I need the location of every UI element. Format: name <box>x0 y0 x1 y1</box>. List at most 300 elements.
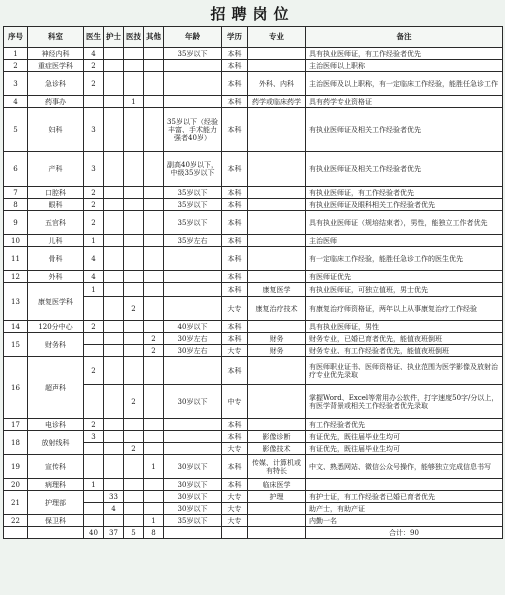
table-cell <box>248 187 306 199</box>
table-row <box>4 108 503 152</box>
totals-row <box>4 527 503 539</box>
table-cell: 2 <box>84 357 104 385</box>
table-cell <box>104 345 124 357</box>
header-row <box>4 27 503 48</box>
table-cell: 1 <box>84 479 104 491</box>
table-cell: 2 <box>84 321 104 333</box>
table-cell <box>84 385 104 419</box>
table-cell: 具有执业医师证，有工作经验者优先 <box>306 48 503 60</box>
serial-cell: 5 <box>4 108 28 152</box>
table-cell <box>144 479 164 491</box>
table-cell <box>144 503 164 515</box>
table-cell <box>84 443 104 455</box>
table-cell: 2 <box>84 187 104 199</box>
table-cell: 2 <box>124 385 144 419</box>
table-cell: 40岁以下 <box>164 321 222 333</box>
table-cell: 37 <box>104 527 124 539</box>
table-cell: 大专 <box>222 345 248 357</box>
serial-cell: 15 <box>4 333 28 357</box>
table-cell: 重症医学科 <box>28 60 84 72</box>
header-cell: 序号 <box>4 27 28 48</box>
table-cell: 2 <box>144 333 164 345</box>
page-title: 招聘岗位 <box>210 5 295 23</box>
table-cell <box>144 419 164 431</box>
table-cell <box>84 503 104 515</box>
table-cell <box>104 479 124 491</box>
table-cell: 财务专业、有工作经验者优先，能值夜班倒班 <box>306 345 503 357</box>
table-row <box>4 491 503 503</box>
table-row <box>4 455 503 479</box>
table-row <box>4 199 503 211</box>
table-cell: 具有药学专业资格证 <box>306 96 503 108</box>
table-cell: 有护士证，有工作经验者已婚已育者优先 <box>306 491 503 503</box>
table-cell <box>144 199 164 211</box>
table-cell: 30岁左右 <box>164 345 222 357</box>
table-row <box>4 211 503 235</box>
table-cell <box>164 431 222 443</box>
table-cell: 本科 <box>222 431 248 443</box>
table-cell <box>164 283 222 297</box>
table-row <box>4 60 503 72</box>
serial-cell: 20 <box>4 479 28 491</box>
table-cell: 骨科 <box>28 247 84 271</box>
table-cell: 35岁以下 <box>164 211 222 235</box>
table-cell: 35岁以下 <box>164 515 222 527</box>
table-cell <box>164 72 222 96</box>
table-cell <box>4 527 28 539</box>
table-cell <box>248 527 306 539</box>
table-cell: 本科 <box>222 48 248 60</box>
table-cell: 本科 <box>222 419 248 431</box>
table-cell: 急诊科 <box>28 72 84 96</box>
table-cell <box>144 321 164 333</box>
table-cell: 本科 <box>222 72 248 96</box>
serial-cell: 8 <box>4 199 28 211</box>
table-cell: 电诊科 <box>28 419 84 431</box>
table-cell <box>164 271 222 283</box>
table-cell <box>248 108 306 152</box>
table-cell: 助产士，有助产证 <box>306 503 503 515</box>
table-cell <box>104 385 124 419</box>
table-row <box>4 247 503 271</box>
table-cell <box>144 297 164 321</box>
table-cell: 2 <box>84 211 104 235</box>
header-cell: 护士 <box>104 27 124 48</box>
table-cell: 保卫科 <box>28 515 84 527</box>
table-row <box>4 271 503 283</box>
table-cell <box>248 515 306 527</box>
table-cell <box>144 211 164 235</box>
table-cell: 具有执业医师证，男性 <box>306 321 503 333</box>
table-cell <box>124 419 144 431</box>
table-cell: 有康复治疗师资格证，两年以上从事康复治疗工作经验 <box>306 297 503 321</box>
table-cell: 本科 <box>222 333 248 345</box>
table-cell: 1 <box>144 515 164 527</box>
table-cell: 主治医师及以上职称，有一定临床工作经验，能胜任急诊工作 <box>306 72 503 96</box>
table-cell <box>124 357 144 385</box>
table-row <box>4 357 503 385</box>
table-cell <box>164 357 222 385</box>
table-cell <box>84 455 104 479</box>
table-cell: 主治医师以上职称 <box>306 60 503 72</box>
header-cell: 学历 <box>222 27 248 48</box>
table-cell <box>144 491 164 503</box>
table-cell: 8 <box>144 527 164 539</box>
table-cell: 4 <box>104 503 124 515</box>
table-cell: 2 <box>144 345 164 357</box>
table-cell: 超声科 <box>28 357 84 419</box>
serial-cell: 6 <box>4 152 28 187</box>
table-cell: 本科 <box>222 321 248 333</box>
table-cell <box>144 385 164 419</box>
table-row <box>4 479 503 491</box>
table-cell: 30岁以下 <box>164 479 222 491</box>
table-cell <box>124 108 144 152</box>
table-cell: 4 <box>84 48 104 60</box>
table-cell: 本科 <box>222 455 248 479</box>
table-cell <box>144 283 164 297</box>
serial-cell: 11 <box>4 247 28 271</box>
table-cell: 病理科 <box>28 479 84 491</box>
table-cell <box>104 283 124 297</box>
table-cell <box>124 283 144 297</box>
serial-cell: 2 <box>4 60 28 72</box>
table-cell: 30岁以下 <box>164 503 222 515</box>
table-cell: 4 <box>84 271 104 283</box>
table-cell <box>104 357 124 385</box>
table-cell: 大专 <box>222 443 248 455</box>
table-cell <box>124 48 144 60</box>
table-cell: 影像技术 <box>248 443 306 455</box>
table-cell <box>144 271 164 283</box>
table-row <box>4 96 503 108</box>
table-cell: 产科 <box>28 152 84 187</box>
table-cell: 神经内科 <box>28 48 84 60</box>
table-cell: 有医师证优先 <box>306 271 503 283</box>
table-cell: 中文、熟悉网站、微信公众号操作，能够独立完成信息书写 <box>306 455 503 479</box>
table-cell: 35岁左右 <box>164 235 222 247</box>
table-cell <box>144 96 164 108</box>
table-cell: 护理 <box>248 491 306 503</box>
table-cell: 本科 <box>222 60 248 72</box>
recruitment-table <box>3 26 503 539</box>
table-cell: 中专 <box>222 385 248 419</box>
table-cell: 副高40岁以下，中级35岁以下 <box>164 152 222 187</box>
table-cell: 有证优先，既往届毕业生均可 <box>306 443 503 455</box>
table-cell <box>248 357 306 385</box>
table-cell <box>164 96 222 108</box>
table-cell <box>104 443 124 455</box>
table-cell: 大专 <box>222 515 248 527</box>
table-cell <box>124 431 144 443</box>
serial-cell: 3 <box>4 72 28 96</box>
table-cell <box>104 96 124 108</box>
table-cell: 传媒、计算机或有特长 <box>248 455 306 479</box>
table-cell: 财务 <box>248 333 306 345</box>
table-cell: 本科 <box>222 96 248 108</box>
table-cell <box>144 72 164 96</box>
table-cell <box>104 419 124 431</box>
table-cell <box>104 152 124 187</box>
table-cell: 33 <box>104 491 124 503</box>
table-cell: 2 <box>84 419 104 431</box>
table-cell <box>104 108 124 152</box>
table-cell <box>248 48 306 60</box>
table-cell <box>164 297 222 321</box>
table-row <box>4 321 503 333</box>
table-cell <box>84 345 104 357</box>
table-cell: 财务科 <box>28 333 84 357</box>
table-row <box>4 48 503 60</box>
table-cell <box>84 515 104 527</box>
table-row <box>4 515 503 527</box>
table-cell <box>124 72 144 96</box>
serial-cell: 12 <box>4 271 28 283</box>
table-cell: 30岁以下 <box>164 491 222 503</box>
table-cell <box>84 491 104 503</box>
table-cell <box>124 60 144 72</box>
table-cell <box>144 187 164 199</box>
table-cell: 30岁以下 <box>164 455 222 479</box>
table-cell <box>104 72 124 96</box>
table-cell: 35岁以下 <box>164 48 222 60</box>
table-cell: 本科 <box>222 479 248 491</box>
table-cell: 4 <box>84 247 104 271</box>
table-cell <box>124 455 144 479</box>
header-cell: 其他 <box>144 27 164 48</box>
table-cell <box>104 431 124 443</box>
table-cell: 财务 <box>248 345 306 357</box>
table-cell: 1 <box>124 96 144 108</box>
table-cell: 有一定临床工作经验，能胜任急诊工作的医生优先 <box>306 247 503 271</box>
header-cell: 医生 <box>84 27 104 48</box>
table-cell <box>124 503 144 515</box>
table-cell: 3 <box>84 108 104 152</box>
header-cell: 专业 <box>248 27 306 48</box>
table-cell: 康复医学科 <box>28 283 84 321</box>
table-cell: 眼科 <box>28 199 84 211</box>
table-cell: 2 <box>124 297 144 321</box>
table-cell: 本科 <box>222 271 248 283</box>
table-row <box>4 333 503 345</box>
header-cell: 备注 <box>306 27 503 48</box>
table-cell: 大专 <box>222 491 248 503</box>
table-cell <box>104 333 124 345</box>
table-cell <box>144 152 164 187</box>
table-cell: 康复治疗技术 <box>248 297 306 321</box>
table-cell <box>248 60 306 72</box>
table-cell: 宣传科 <box>28 455 84 479</box>
table-cell: 外科 <box>28 271 84 283</box>
table-cell: 合计：90 <box>306 527 503 539</box>
table-cell <box>104 321 124 333</box>
table-cell <box>124 345 144 357</box>
table-cell <box>248 211 306 235</box>
serial-cell: 13 <box>4 283 28 321</box>
table-cell: 护理部 <box>28 491 84 515</box>
table-cell <box>248 235 306 247</box>
table-cell <box>144 48 164 60</box>
serial-cell: 17 <box>4 419 28 431</box>
table-cell <box>164 60 222 72</box>
table-cell <box>124 479 144 491</box>
table-cell: 药事办 <box>28 96 84 108</box>
table-cell <box>84 333 104 345</box>
table-cell: 财务专业，已婚已育者优先，能值夜班倒班 <box>306 333 503 345</box>
table-cell: 影像诊断 <box>248 431 306 443</box>
table-cell <box>248 321 306 333</box>
table-row <box>4 152 503 187</box>
table-cell <box>28 527 84 539</box>
table-cell <box>104 455 124 479</box>
table-cell <box>248 152 306 187</box>
table-cell <box>144 60 164 72</box>
table-cell: 30岁以下 <box>164 385 222 419</box>
table-cell <box>104 271 124 283</box>
table-cell <box>164 527 222 539</box>
table-cell <box>104 187 124 199</box>
table-cell: 放射线科 <box>28 431 84 455</box>
table-cell: 2 <box>84 199 104 211</box>
table-cell: 120分中心 <box>28 321 84 333</box>
table-cell <box>84 96 104 108</box>
table-cell: 2 <box>124 443 144 455</box>
table-cell <box>144 235 164 247</box>
table-cell: 40 <box>84 527 104 539</box>
table-cell: 大专 <box>222 297 248 321</box>
table-cell <box>144 443 164 455</box>
header-cell: 年龄 <box>164 27 222 48</box>
table-cell: 35岁以下（经验丰富、手术能力强者40岁） <box>164 108 222 152</box>
table-cell: 本科 <box>222 108 248 152</box>
serial-cell: 16 <box>4 357 28 419</box>
table-cell <box>124 187 144 199</box>
table-row <box>4 72 503 96</box>
table-cell: 本科 <box>222 283 248 297</box>
table-cell: 本科 <box>222 187 248 199</box>
page <box>3 2 502 539</box>
table-cell: 药学或临床药学 <box>248 96 306 108</box>
table-cell: 有执业医师证及相关工作经验者优先 <box>306 152 503 187</box>
table-cell: 有执业医师证，可独立值班，男士优先 <box>306 283 503 297</box>
table-cell <box>248 199 306 211</box>
table-cell: 掌握Word、Excel等常用办公软件，打字速度50字/分以上，有医学背景或相关工作经验者优先录取 <box>306 385 503 419</box>
table-cell: 主治医师 <box>306 235 503 247</box>
table-cell <box>164 247 222 271</box>
table-cell <box>124 247 144 271</box>
table-cell: 有医师职业证书、医师资格证、执业范围为医学影像及放射治疗专业优先录取 <box>306 357 503 385</box>
table-cell: 1 <box>84 283 104 297</box>
table-cell <box>104 211 124 235</box>
serial-cell: 1 <box>4 48 28 60</box>
table-cell: 5 <box>124 527 144 539</box>
table-cell: 内勤一名 <box>306 515 503 527</box>
table-cell: 35岁以下 <box>164 187 222 199</box>
table-cell: 外科、内科 <box>248 72 306 96</box>
serial-cell: 4 <box>4 96 28 108</box>
table-cell <box>144 108 164 152</box>
table-cell <box>144 357 164 385</box>
table-cell <box>124 491 144 503</box>
table-cell: 康复医学 <box>248 283 306 297</box>
table-cell: 本科 <box>222 235 248 247</box>
table-cell: 有执业医师证及相关工作经验者优先 <box>306 108 503 152</box>
table-cell <box>248 385 306 419</box>
table-cell: 具有执业医师证（规培结束者），男性，能独立工作者优先 <box>306 211 503 235</box>
serial-cell: 9 <box>4 211 28 235</box>
table-cell <box>248 247 306 271</box>
table-cell: 35岁以下 <box>164 199 222 211</box>
table-cell: 2 <box>84 72 104 96</box>
table-cell: 1 <box>84 235 104 247</box>
table-row <box>4 283 503 297</box>
table-cell <box>104 515 124 527</box>
table-cell: 儿科 <box>28 235 84 247</box>
table-cell: 五官科 <box>28 211 84 235</box>
table-cell: 有执业医师证及眼科相关工作经验者优先 <box>306 199 503 211</box>
table-cell <box>164 419 222 431</box>
serial-cell: 22 <box>4 515 28 527</box>
table-cell <box>306 479 503 491</box>
table-cell <box>222 527 248 539</box>
table-cell <box>144 247 164 271</box>
table-cell <box>248 419 306 431</box>
table-cell: 本科 <box>222 357 248 385</box>
table-cell: 30岁左右 <box>164 333 222 345</box>
table-body <box>4 48 503 539</box>
serial-cell: 10 <box>4 235 28 247</box>
table-cell: 大专 <box>222 503 248 515</box>
table-cell <box>104 235 124 247</box>
table-cell <box>124 199 144 211</box>
serial-cell: 19 <box>4 455 28 479</box>
table-cell <box>124 333 144 345</box>
table-row <box>4 419 503 431</box>
table-cell <box>124 515 144 527</box>
table-cell: 有执业医师证，有工作经验者优先 <box>306 187 503 199</box>
table-row <box>4 431 503 443</box>
table-cell <box>124 271 144 283</box>
table-cell <box>124 321 144 333</box>
table-cell <box>104 199 124 211</box>
serial-cell: 7 <box>4 187 28 199</box>
table-cell <box>144 431 164 443</box>
table-cell <box>124 235 144 247</box>
table-cell: 临床医学 <box>248 479 306 491</box>
table-cell <box>104 297 124 321</box>
table-cell: 有工作经验者优先 <box>306 419 503 431</box>
table-cell: 2 <box>84 60 104 72</box>
table-cell <box>104 60 124 72</box>
table-row <box>4 187 503 199</box>
header-cell: 科室 <box>28 27 84 48</box>
table-cell <box>248 503 306 515</box>
serial-cell: 18 <box>4 431 28 455</box>
table-cell: 本科 <box>222 247 248 271</box>
table-cell: 妇科 <box>28 108 84 152</box>
table-cell <box>124 211 144 235</box>
table-cell: 3 <box>84 431 104 443</box>
serial-cell: 21 <box>4 491 28 515</box>
table-cell: 3 <box>84 152 104 187</box>
table-cell: 本科 <box>222 199 248 211</box>
table-cell: 口腔科 <box>28 187 84 199</box>
serial-cell: 14 <box>4 321 28 333</box>
table-cell <box>248 271 306 283</box>
table-row <box>4 235 503 247</box>
table-cell <box>164 443 222 455</box>
table-cell: 本科 <box>222 211 248 235</box>
